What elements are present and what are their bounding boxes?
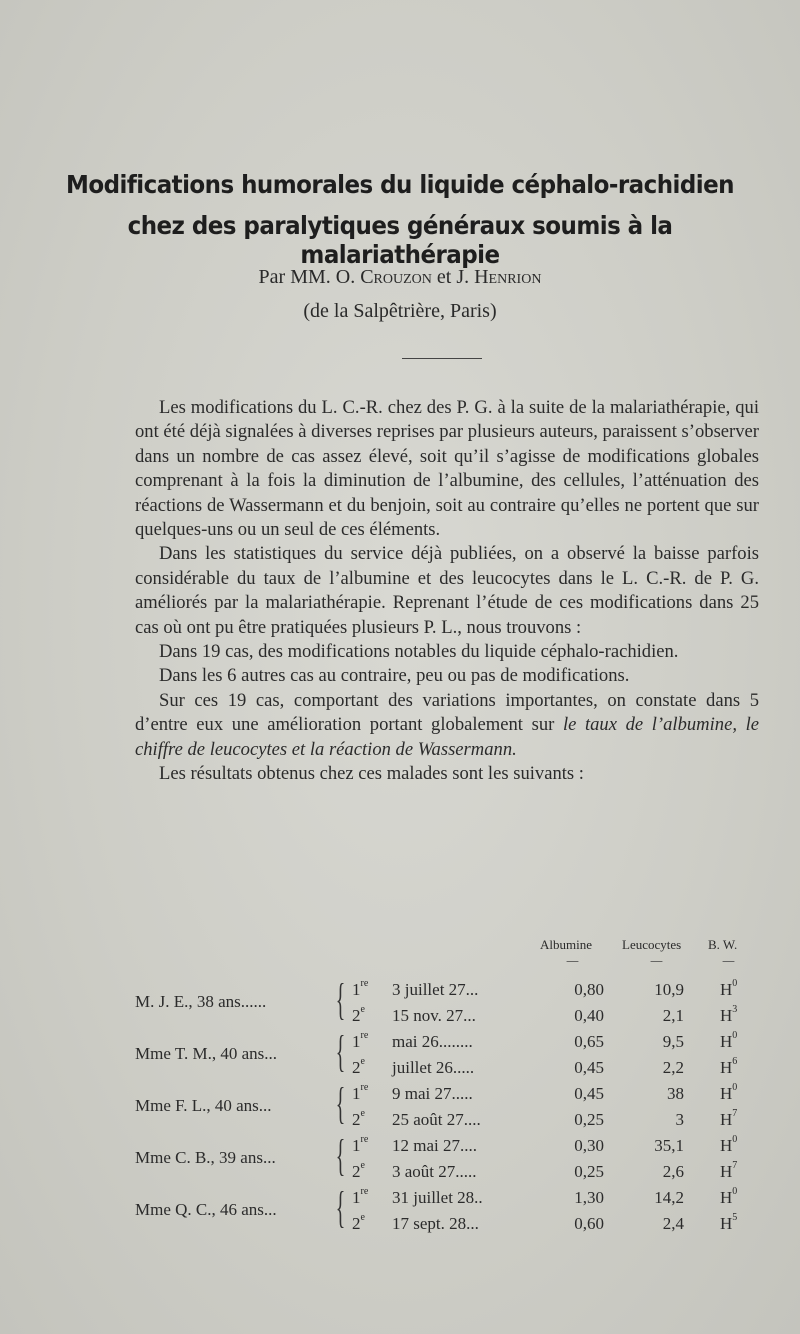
albumine-value: 0,60 xyxy=(574,1214,604,1233)
patient-name: Mme C. B., 39 ans... xyxy=(135,1148,276,1167)
order-suffix: re xyxy=(360,978,369,989)
table-row xyxy=(0,1032,800,1057)
author-crouzon: Crouzon xyxy=(360,266,432,288)
table-row xyxy=(0,1058,800,1083)
header-bw: B. W. xyxy=(708,937,738,952)
puncture-date: juillet 26..... xyxy=(392,1058,475,1077)
puncture-date: 17 sept. 28... xyxy=(392,1214,479,1233)
puncture-date: 3 août 27..... xyxy=(392,1162,477,1181)
byline-between: et J. xyxy=(436,266,470,288)
bw-exponent: 0 xyxy=(732,1134,738,1145)
bw-value: $H^0$ xyxy=(720,1030,738,1051)
leucocytes-value: 9,5 xyxy=(662,1032,684,1051)
bw-value: $H^7$ xyxy=(720,1108,738,1129)
table-row xyxy=(0,980,800,1005)
bw-value: $H^0$ xyxy=(720,1134,738,1155)
order-suffix: e xyxy=(360,1004,365,1015)
title-line-2: chez des paralytiques généraux soumis à la malariathérapie xyxy=(127,211,673,269)
leucocytes-value: 3 xyxy=(675,1110,684,1129)
leucocytes-value: 10,9 xyxy=(654,980,684,999)
albumine-value: 0,80 xyxy=(574,980,604,999)
table-row xyxy=(0,1188,800,1213)
albumine-value: 0,45 xyxy=(574,1084,604,1103)
separator-rule xyxy=(402,358,482,359)
table-row xyxy=(0,1214,800,1239)
header-dash-albumine: — xyxy=(566,954,579,969)
leucocytes-value: 35,1 xyxy=(654,1136,684,1155)
brace: { xyxy=(335,1027,346,1076)
order-suffix: e xyxy=(360,1056,365,1067)
bw-value: $H^0$ xyxy=(720,1082,738,1103)
puncture-date: 25 août 27.... xyxy=(392,1110,481,1129)
albumine-value: 1,30 xyxy=(574,1188,604,1207)
puncture-order: 2e xyxy=(352,1212,365,1233)
table-row xyxy=(0,1110,800,1135)
puncture-order: 1re xyxy=(352,978,369,999)
order-suffix: e xyxy=(360,1212,365,1223)
leucocytes-value: 38 xyxy=(667,1084,684,1103)
table-row xyxy=(0,1084,800,1109)
body-text xyxy=(135,396,759,787)
albumine-value: 0,30 xyxy=(574,1136,604,1155)
bw-value: $H^0$ xyxy=(720,1186,738,1207)
leucocytes-value: 14,2 xyxy=(654,1188,684,1207)
table-row xyxy=(0,1162,800,1187)
albumine-value: 0,25 xyxy=(574,1162,604,1181)
bw-value: $H^5$ xyxy=(720,1212,738,1233)
bw-exponent: 0 xyxy=(732,1186,738,1197)
patient-name: Mme T. M., 40 ans... xyxy=(135,1044,277,1063)
puncture-order: 2e xyxy=(352,1108,365,1129)
bw-exponent: 7 xyxy=(732,1160,738,1171)
puncture-order: 1re xyxy=(352,1134,369,1155)
albumine-value: 0,65 xyxy=(574,1032,604,1051)
order-suffix: e xyxy=(360,1160,365,1171)
paragraph-1: Les modifications du L. C.-R. chez des P. G. à la suite de la malariathérapie, qui ont été déjà signalées à diverses reprises par plusieurs auteurs, paraissent s’observer dans un nombre de cas assez élevé, soit qu’il s’agisse de modifications globales comprenant à la fois la diminution de l’albumine, des cellules, l’atténuation des réactions de Wassermann et du benjoin, soit au contraire qu’elles ne portent que sur quelques-uns ou un seul de ces éléments. xyxy=(135,397,759,541)
paragraph-5-start: Sur ces 19 cas, comportant des variations importantes, on constate dans 5 d’entre eux une amélioration portant globalement sur xyxy=(135,689,759,736)
brace: { xyxy=(335,975,346,1024)
puncture-order: 2e xyxy=(352,1004,365,1025)
bw-exponent: 3 xyxy=(732,1004,738,1015)
bw-exponent: 5 xyxy=(732,1212,738,1223)
order-suffix: re xyxy=(360,1030,369,1041)
bw-value: $H^0$ xyxy=(720,978,738,999)
order-suffix: re xyxy=(360,1082,369,1093)
title-line-1: Modifications humorales du liquide céphalo-rachidien xyxy=(65,170,734,199)
puncture-date: 3 juillet 27... xyxy=(392,980,479,999)
puncture-order: 1re xyxy=(352,1186,369,1207)
author-henrion: Henrion xyxy=(474,266,542,288)
leucocytes-value: 2,6 xyxy=(662,1162,684,1181)
puncture-order: 1re xyxy=(352,1030,369,1051)
bw-value: $H^7$ xyxy=(720,1160,738,1181)
leucocytes-value: 2,4 xyxy=(662,1214,684,1233)
paragraph-2: Dans les statistiques du service déjà publiées, on a observé la baisse parfois considérable du taux de l’albumine et des leucocytes dans le L. C.-R. de P. G. améliorés par la malariathérapie. Reprenant l’étude de ces modifications dans 25 cas où ont pu être pratiquées plusieurs P. L., nous trouvons : xyxy=(135,543,759,638)
bw-exponent: 0 xyxy=(732,1082,738,1093)
puncture-date: 31 juillet 28.. xyxy=(392,1188,483,1207)
puncture-order: 2e xyxy=(352,1160,365,1181)
brace: { xyxy=(335,1183,346,1232)
albumine-value: 0,40 xyxy=(574,1006,604,1025)
paragraph-6: Les résultats obtenus chez ces malades sont les suivants : xyxy=(159,763,584,785)
albumine-value: 0,25 xyxy=(574,1110,604,1129)
paragraph-5 xyxy=(135,689,759,762)
albumine-value: 0,45 xyxy=(574,1058,604,1077)
bw-exponent: 0 xyxy=(732,978,738,989)
header-leucocytes: Leucocytes xyxy=(622,937,682,952)
puncture-order: 1re xyxy=(352,1082,369,1103)
leucocytes-value: 2,2 xyxy=(662,1058,684,1077)
bw-value: $H^3$ xyxy=(720,1004,738,1025)
leucocytes-value: 2,1 xyxy=(662,1006,684,1025)
table-row xyxy=(0,1006,800,1031)
affiliation: (de la Salpêtrière, Paris) xyxy=(303,300,497,322)
header-dash-bw: — xyxy=(722,954,735,969)
puncture-order: 2e xyxy=(352,1056,365,1077)
byline-prefix: Par MM. O. xyxy=(258,266,356,288)
order-suffix: e xyxy=(360,1108,365,1119)
puncture-date: 15 nov. 27... xyxy=(392,1006,476,1025)
puncture-date: 9 mai 27..... xyxy=(392,1084,473,1103)
order-suffix: re xyxy=(360,1186,369,1197)
byline xyxy=(0,266,800,289)
patient-name: Mme F. L., 40 ans... xyxy=(135,1096,272,1115)
paragraph-3: Dans 19 cas, des modifications notables du liquide céphalo-rachidien. xyxy=(159,641,679,663)
patient-name: Mme Q. C., 46 ans... xyxy=(135,1200,277,1219)
brace: { xyxy=(335,1131,346,1180)
brace: { xyxy=(335,1079,346,1128)
patient-name: M. J. E., 38 ans...... xyxy=(135,992,267,1011)
bw-exponent: 6 xyxy=(732,1056,738,1067)
order-suffix: re xyxy=(360,1134,369,1145)
puncture-date: mai 26........ xyxy=(392,1032,473,1051)
table-row xyxy=(0,1136,800,1161)
header-albumine: Albumine xyxy=(540,937,592,952)
bw-value: $H^6$ xyxy=(720,1056,738,1077)
paragraph-4: Dans les 6 autres cas au contraire, peu ou pas de modifications. xyxy=(159,665,630,687)
bw-exponent: 0 xyxy=(732,1030,738,1041)
paragraph-5-italic: le taux de l’albumine, le chiffre de leucocytes et la réaction de Wassermann. xyxy=(135,714,760,760)
header-dash-leucocytes: — xyxy=(650,954,663,969)
puncture-date: 12 mai 27.... xyxy=(392,1136,477,1155)
bw-exponent: 7 xyxy=(732,1108,738,1119)
